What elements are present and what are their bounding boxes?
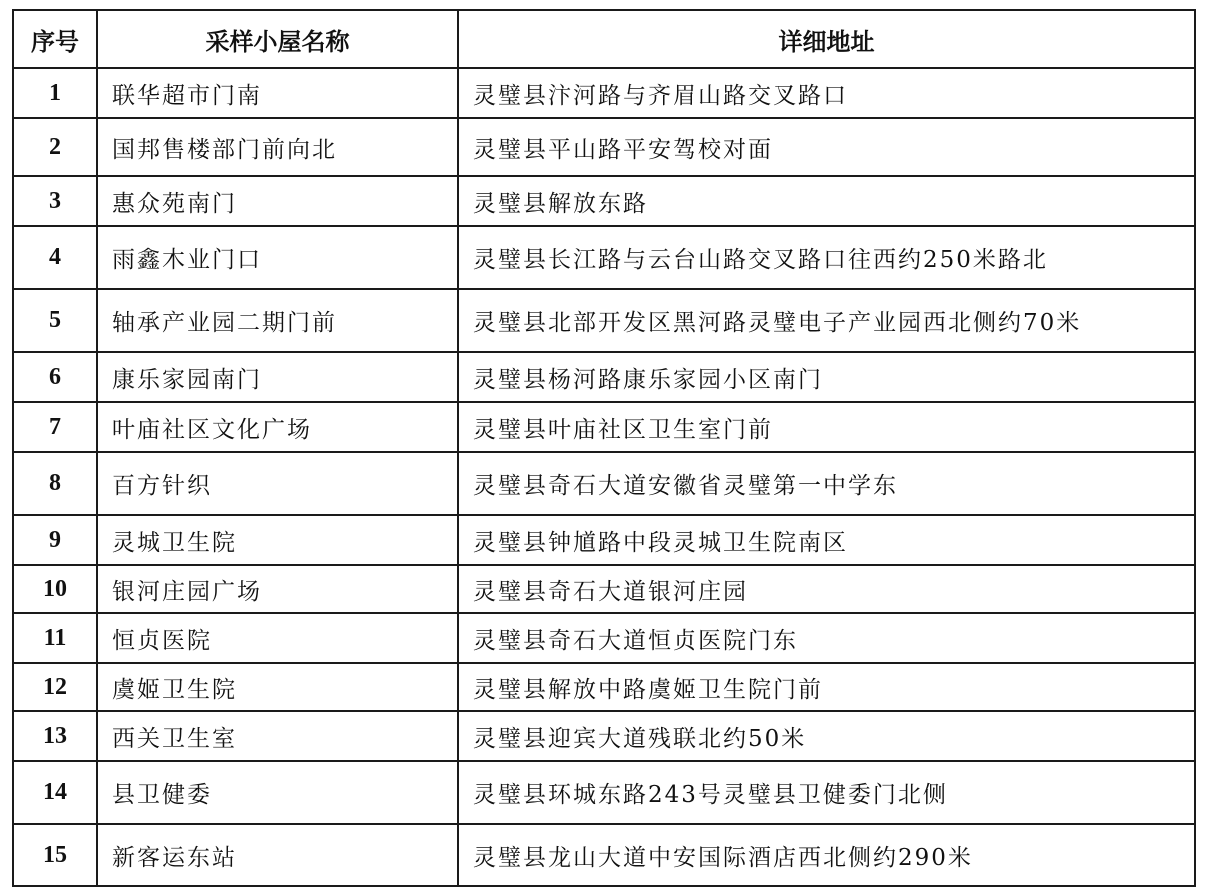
booth-name: 灵城卫生院 [97, 515, 458, 565]
row-number: 10 [13, 565, 97, 613]
booth-address: 灵璧县杨河路康乐家园小区南门 [458, 352, 1195, 402]
booth-name: 百方针织 [97, 452, 458, 515]
booth-name: 县卫健委 [97, 761, 458, 824]
booth-name: 新客运东站 [97, 824, 458, 886]
booth-name: 惠众苑南门 [97, 176, 458, 226]
booth-address: 灵璧县环城东路243号灵璧县卫健委门北侧 [458, 761, 1195, 824]
booth-address: 灵璧县汴河路与齐眉山路交叉路口 [458, 68, 1195, 118]
table-row [13, 824, 1195, 886]
row-number: 8 [13, 452, 97, 515]
booth-name: 联华超市门南 [97, 68, 458, 118]
table-row [13, 289, 1195, 352]
booth-address: 灵璧县迎宾大道残联北约50米 [458, 711, 1195, 761]
booth-address: 灵璧县叶庙社区卫生室门前 [458, 402, 1195, 452]
table-row [13, 565, 1195, 613]
row-number: 11 [13, 613, 97, 663]
table-row [13, 663, 1195, 711]
row-number: 3 [13, 176, 97, 226]
booth-name: 轴承产业园二期门前 [97, 289, 458, 352]
row-number: 14 [13, 761, 97, 824]
booth-name: 雨鑫木业门口 [97, 226, 458, 289]
row-number: 12 [13, 663, 97, 711]
booth-name: 国邦售楼部门前向北 [97, 118, 458, 176]
row-number: 9 [13, 515, 97, 565]
header-row [13, 10, 1195, 68]
table-row [13, 68, 1195, 118]
header-index: 序号 [13, 10, 97, 68]
row-number: 7 [13, 402, 97, 452]
sampling-booth-table [12, 9, 1196, 887]
booth-address: 灵璧县奇石大道恒贞医院门东 [458, 613, 1195, 663]
booth-address: 灵璧县解放东路 [458, 176, 1195, 226]
table-row [13, 515, 1195, 565]
booth-address: 灵璧县解放中路虞姬卫生院门前 [458, 663, 1195, 711]
booth-name: 西关卫生室 [97, 711, 458, 761]
row-number: 1 [13, 68, 97, 118]
table-row [13, 402, 1195, 452]
row-number: 6 [13, 352, 97, 402]
header-address: 详细地址 [458, 10, 1195, 68]
table-row [13, 711, 1195, 761]
row-number: 4 [13, 226, 97, 289]
booth-name: 叶庙社区文化广场 [97, 402, 458, 452]
table-row [13, 613, 1195, 663]
table-row [13, 352, 1195, 402]
table-row [13, 118, 1195, 176]
booth-address: 灵璧县平山路平安驾校对面 [458, 118, 1195, 176]
row-number: 15 [13, 824, 97, 886]
row-number: 2 [13, 118, 97, 176]
booth-address: 灵璧县龙山大道中安国际酒店西北侧约290米 [458, 824, 1195, 886]
booth-address: 灵璧县北部开发区黑河路灵璧电子产业园西北侧约70米 [458, 289, 1195, 352]
row-number: 5 [13, 289, 97, 352]
booth-name: 虞姬卫生院 [97, 663, 458, 711]
table-row [13, 452, 1195, 515]
header-booth-name: 采样小屋名称 [97, 10, 458, 68]
booth-name: 恒贞医院 [97, 613, 458, 663]
table-row [13, 226, 1195, 289]
booth-address: 灵璧县长江路与云台山路交叉路口往西约250米路北 [458, 226, 1195, 289]
booth-address: 灵璧县奇石大道银河庄园 [458, 565, 1195, 613]
row-number: 13 [13, 711, 97, 761]
table-row [13, 176, 1195, 226]
booth-name: 银河庄园广场 [97, 565, 458, 613]
table-row [13, 761, 1195, 824]
booth-name: 康乐家园南门 [97, 352, 458, 402]
booth-address: 灵璧县奇石大道安徽省灵璧第一中学东 [458, 452, 1195, 515]
booth-address: 灵璧县钟馗路中段灵城卫生院南区 [458, 515, 1195, 565]
